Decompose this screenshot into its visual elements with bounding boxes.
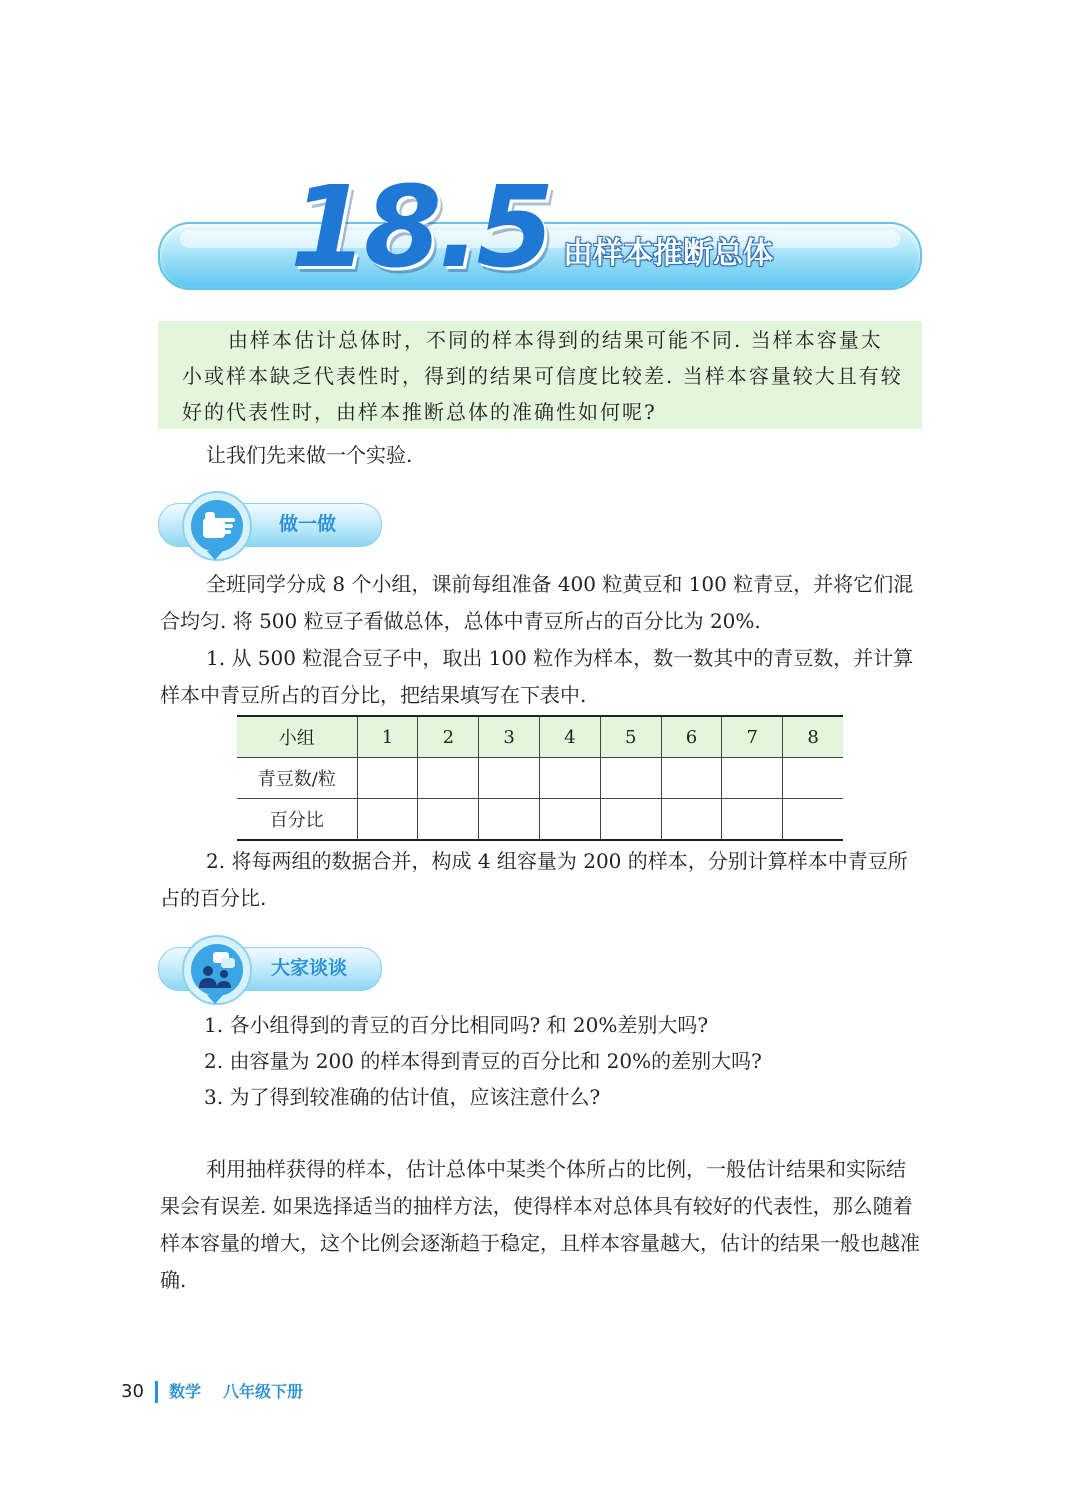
- discussion-question-3: 3. 为了得到较准确的估计值，应该注意什么?: [204, 1085, 601, 1109]
- activity-step-1: 1. 从 500 粒混合豆子中，取出 100 粒作为样本，数一数其中的青豆数，并计算样本中青豆所占的百分比，把结果填写在下表中.: [160, 646, 914, 707]
- table-row-label: 百分比: [237, 799, 357, 841]
- table-header-row: [237, 716, 843, 758]
- table-header-cell: 8: [783, 716, 843, 758]
- table-row-label: 青豆数/粒: [237, 758, 357, 799]
- table-header-cell: 3: [479, 716, 540, 758]
- bean-count-table: [237, 715, 843, 841]
- table-cell: [418, 758, 479, 799]
- footer-book-title: 八年级下册: [223, 1382, 304, 1401]
- table-cell: [722, 758, 783, 799]
- hand-icon: [191, 500, 243, 552]
- table-row: [237, 799, 843, 841]
- table-cell: [357, 799, 418, 841]
- table-cell: [783, 758, 843, 799]
- section-number: 18.5: [290, 163, 551, 293]
- lead-in-text: 让我们先来做一个实验.: [206, 443, 413, 467]
- table-header-cell: 5: [600, 716, 661, 758]
- discussion-question-2: 2. 由容量为 200 的样本得到青豆的百分比和 20%的差别大吗?: [204, 1049, 762, 1073]
- table-header-cell: 6: [661, 716, 722, 758]
- table-cell: [479, 799, 540, 841]
- conclusion-paragraph: 利用抽样获得的样本，估计总体中某类个体所占的比例，一般估计结果和实际结果会有误差. 如果选择适当的抽样方法，使得样本对总体具有较好的代表性，那么随着样本容量的增大，这个比例会逐渐趋于稳定，且样本容量越大，估计的结果一般也越准确.: [160, 1157, 920, 1292]
- table-cell: [722, 799, 783, 841]
- table-header-cell: 7: [722, 716, 783, 758]
- table-header-cell: 4: [539, 716, 600, 758]
- table-row: [237, 758, 843, 799]
- intro-text: 由样本估计总体时，不同的样本得到的结果可能不同. 当样本容量太小或样本缺乏代表性时，得到的结果可信度比较差. 当样本容量较大且有较好的代表性时，由样本推断总体的准确性如何呢?: [182, 328, 903, 424]
- table-header-label: 小组: [237, 716, 357, 758]
- table-cell: [600, 799, 661, 841]
- table-cell: [479, 758, 540, 799]
- activity-step-2: 2. 将每两组的数据合并，构成 4 组容量为 200 的样本，分别计算样本中青豆所占的百分比.: [160, 849, 908, 910]
- people-icon: [191, 944, 243, 996]
- footer-divider: [155, 1381, 158, 1403]
- table-cell: [539, 799, 600, 841]
- table-header-cell: 1: [357, 716, 418, 758]
- table-cell: [661, 758, 722, 799]
- table-cell: [539, 758, 600, 799]
- section-title: 由样本推断总体: [563, 236, 773, 271]
- activity-paragraph: 全班同学分成 8 个小组，课前每组准备 400 粒黄豆和 100 粒青豆，并将它们混合均匀. 将 500 粒豆子看做总体，总体中青豆所占的百分比为 20%.: [160, 572, 914, 633]
- discussion-question-1: 1. 各小组得到的青豆的百分比相同吗? 和 20%差别大吗?: [204, 1013, 709, 1037]
- table-cell: [418, 799, 479, 841]
- page-number: 30: [121, 1381, 144, 1402]
- footer-subject: 数学: [169, 1382, 202, 1401]
- discussion-badge-label: 大家谈谈: [271, 957, 348, 979]
- activity-badge-pointer: [207, 551, 223, 560]
- table-cell: [661, 799, 722, 841]
- activity-badge-label: 做一做: [279, 513, 337, 535]
- discussion-badge-pointer: [207, 995, 223, 1004]
- table-cell: [600, 758, 661, 799]
- table-header-cell: 2: [418, 716, 479, 758]
- table-cell: [783, 799, 843, 841]
- table-cell: [357, 758, 418, 799]
